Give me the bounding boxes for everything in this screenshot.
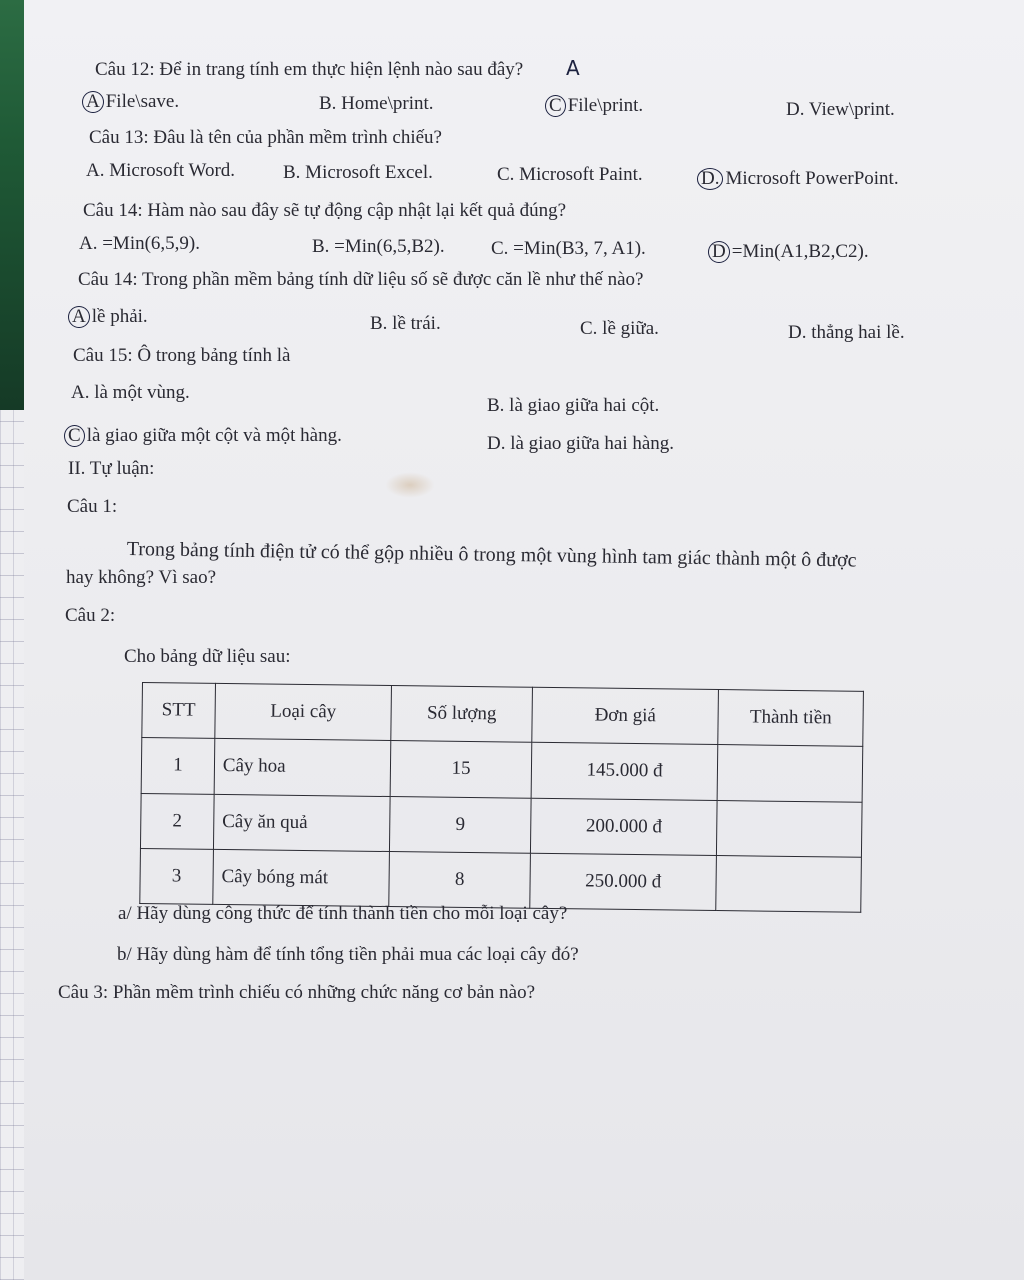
table-cell [716,855,861,912]
q13-option-a: A. Microsoft Word. [86,160,236,181]
grid-paper-edge [0,410,26,1280]
q15-question: Câu 15: Ô trong bảng tính là [73,345,291,366]
q12-option-a [82,91,179,113]
q14-option-a: A. =Min(6,5,9). [79,233,201,254]
essay-q2-label: Câu 2: [65,605,116,626]
q14-option-b: B. =Min(6,5,B2). [312,236,445,257]
q14b-option-b: B. lề trái. [370,313,441,334]
q15-option-b: B. là giao giữa hai cột. [487,395,660,416]
table-row [141,738,863,802]
essay-q2-intro: Cho bảng dữ liệu sau: [124,646,291,667]
essay-q3: Câu 3: Phần mềm trình chiếu có những chức năng cơ bản nào? [58,982,536,1003]
part2-heading: II. Tự luận: [68,458,155,479]
answer-circle: C [545,95,566,117]
q13-option-d [697,168,899,190]
table-header: Thành tiền [718,690,863,747]
q13-option-c: C. Microsoft Paint. [497,164,643,185]
table-header: Loại cây [215,683,392,740]
paper-stain [385,472,435,498]
essay-q1-text-line2: hay không? Vì sao? [66,567,217,588]
table-header: STT [142,683,216,739]
essay-q1-label: Câu 1: [67,496,118,517]
q14b-option-a-text: lề phải. [91,306,148,327]
table-cell: 9 [390,796,531,853]
q14-question: Câu 14: Hàm nào sau đây sẽ tự động cập nhật lại kết quả đúng? [83,200,567,221]
q13-question: Câu 13: Đâu là tên của phần mềm trình chiếu? [89,127,442,148]
q12-option-d: D. View\print. [786,99,895,120]
q15-option-d: D. là giao giữa hai hàng. [487,433,675,454]
table-cell: 2 [140,793,214,849]
answer-circle: A [68,306,90,328]
table-cell: Cây bóng mát [213,849,390,906]
q12-handwritten-mark: A [566,56,580,80]
data-table [139,682,864,913]
table-cell: 145.000 đ [531,743,718,801]
q13-option-d-text: Microsoft PowerPoint. [725,168,899,189]
q15-option-c-text: là giao giữa một cột và một hàng. [86,425,342,446]
q14b-option-d: D. thẳng hai lề. [788,322,905,343]
table-cell: 200.000 đ [530,798,717,856]
table-cell [717,800,862,857]
answer-circle: D. [697,168,723,190]
answer-circle: C [64,425,85,447]
q14b-option-c: C. lề giữa. [580,318,659,339]
q12-option-a-text: File\save. [105,91,180,112]
table-cell: 15 [390,741,531,798]
table-cell: 8 [389,851,530,908]
table-cell: 3 [140,848,214,904]
table-header: Số lượng [391,686,532,743]
table-row [140,793,862,857]
table-cell: Cây hoa [214,739,391,796]
q15-option-c [64,425,342,447]
answer-circle: D [708,241,730,263]
q15-option-a: A. là một vùng. [71,382,190,403]
q14b-option-a [68,306,148,328]
q14-option-d-text: =Min(A1,B2,C2). [731,241,869,262]
table-cell [717,745,862,802]
table-cell: Cây ăn quả [213,794,390,851]
q12-question: Câu 12: Để in trang tính em thực hiện lệnh nào sau đây? [95,59,524,80]
table-cell: 1 [141,738,215,794]
answer-circle: A [82,91,104,113]
table-header: Đơn giá [532,687,719,745]
essay-q2-part-a: a/ Hãy dùng công thức để tính thành tiền cho mỗi loại cây? [118,903,568,924]
q12-option-c-text: File\print. [567,95,644,116]
q14-option-d [708,241,869,263]
q14b-question: Câu 14: Trong phần mềm bảng tính dữ liệu số sẽ được căn lề như thế nào? [78,269,644,290]
table-header-row [142,683,864,747]
q13-option-b: B. Microsoft Excel. [283,162,433,183]
essay-q2-part-b: b/ Hãy dùng hàm để tính tổng tiền phải mua các loại cây đó? [117,944,579,965]
essay-q1-text-line1: Trong bảng tính điện tử có thể gộp nhiều ô trong một vùng hình tam giác thành một ô được [126,538,857,572]
exam-sheet [24,0,1024,1280]
q12-option-b: B. Home\print. [319,93,434,114]
q14-option-c: C. =Min(B3, 7, A1). [491,238,646,259]
table-cell: 250.000 đ [530,853,717,911]
q12-option-c [545,95,643,117]
